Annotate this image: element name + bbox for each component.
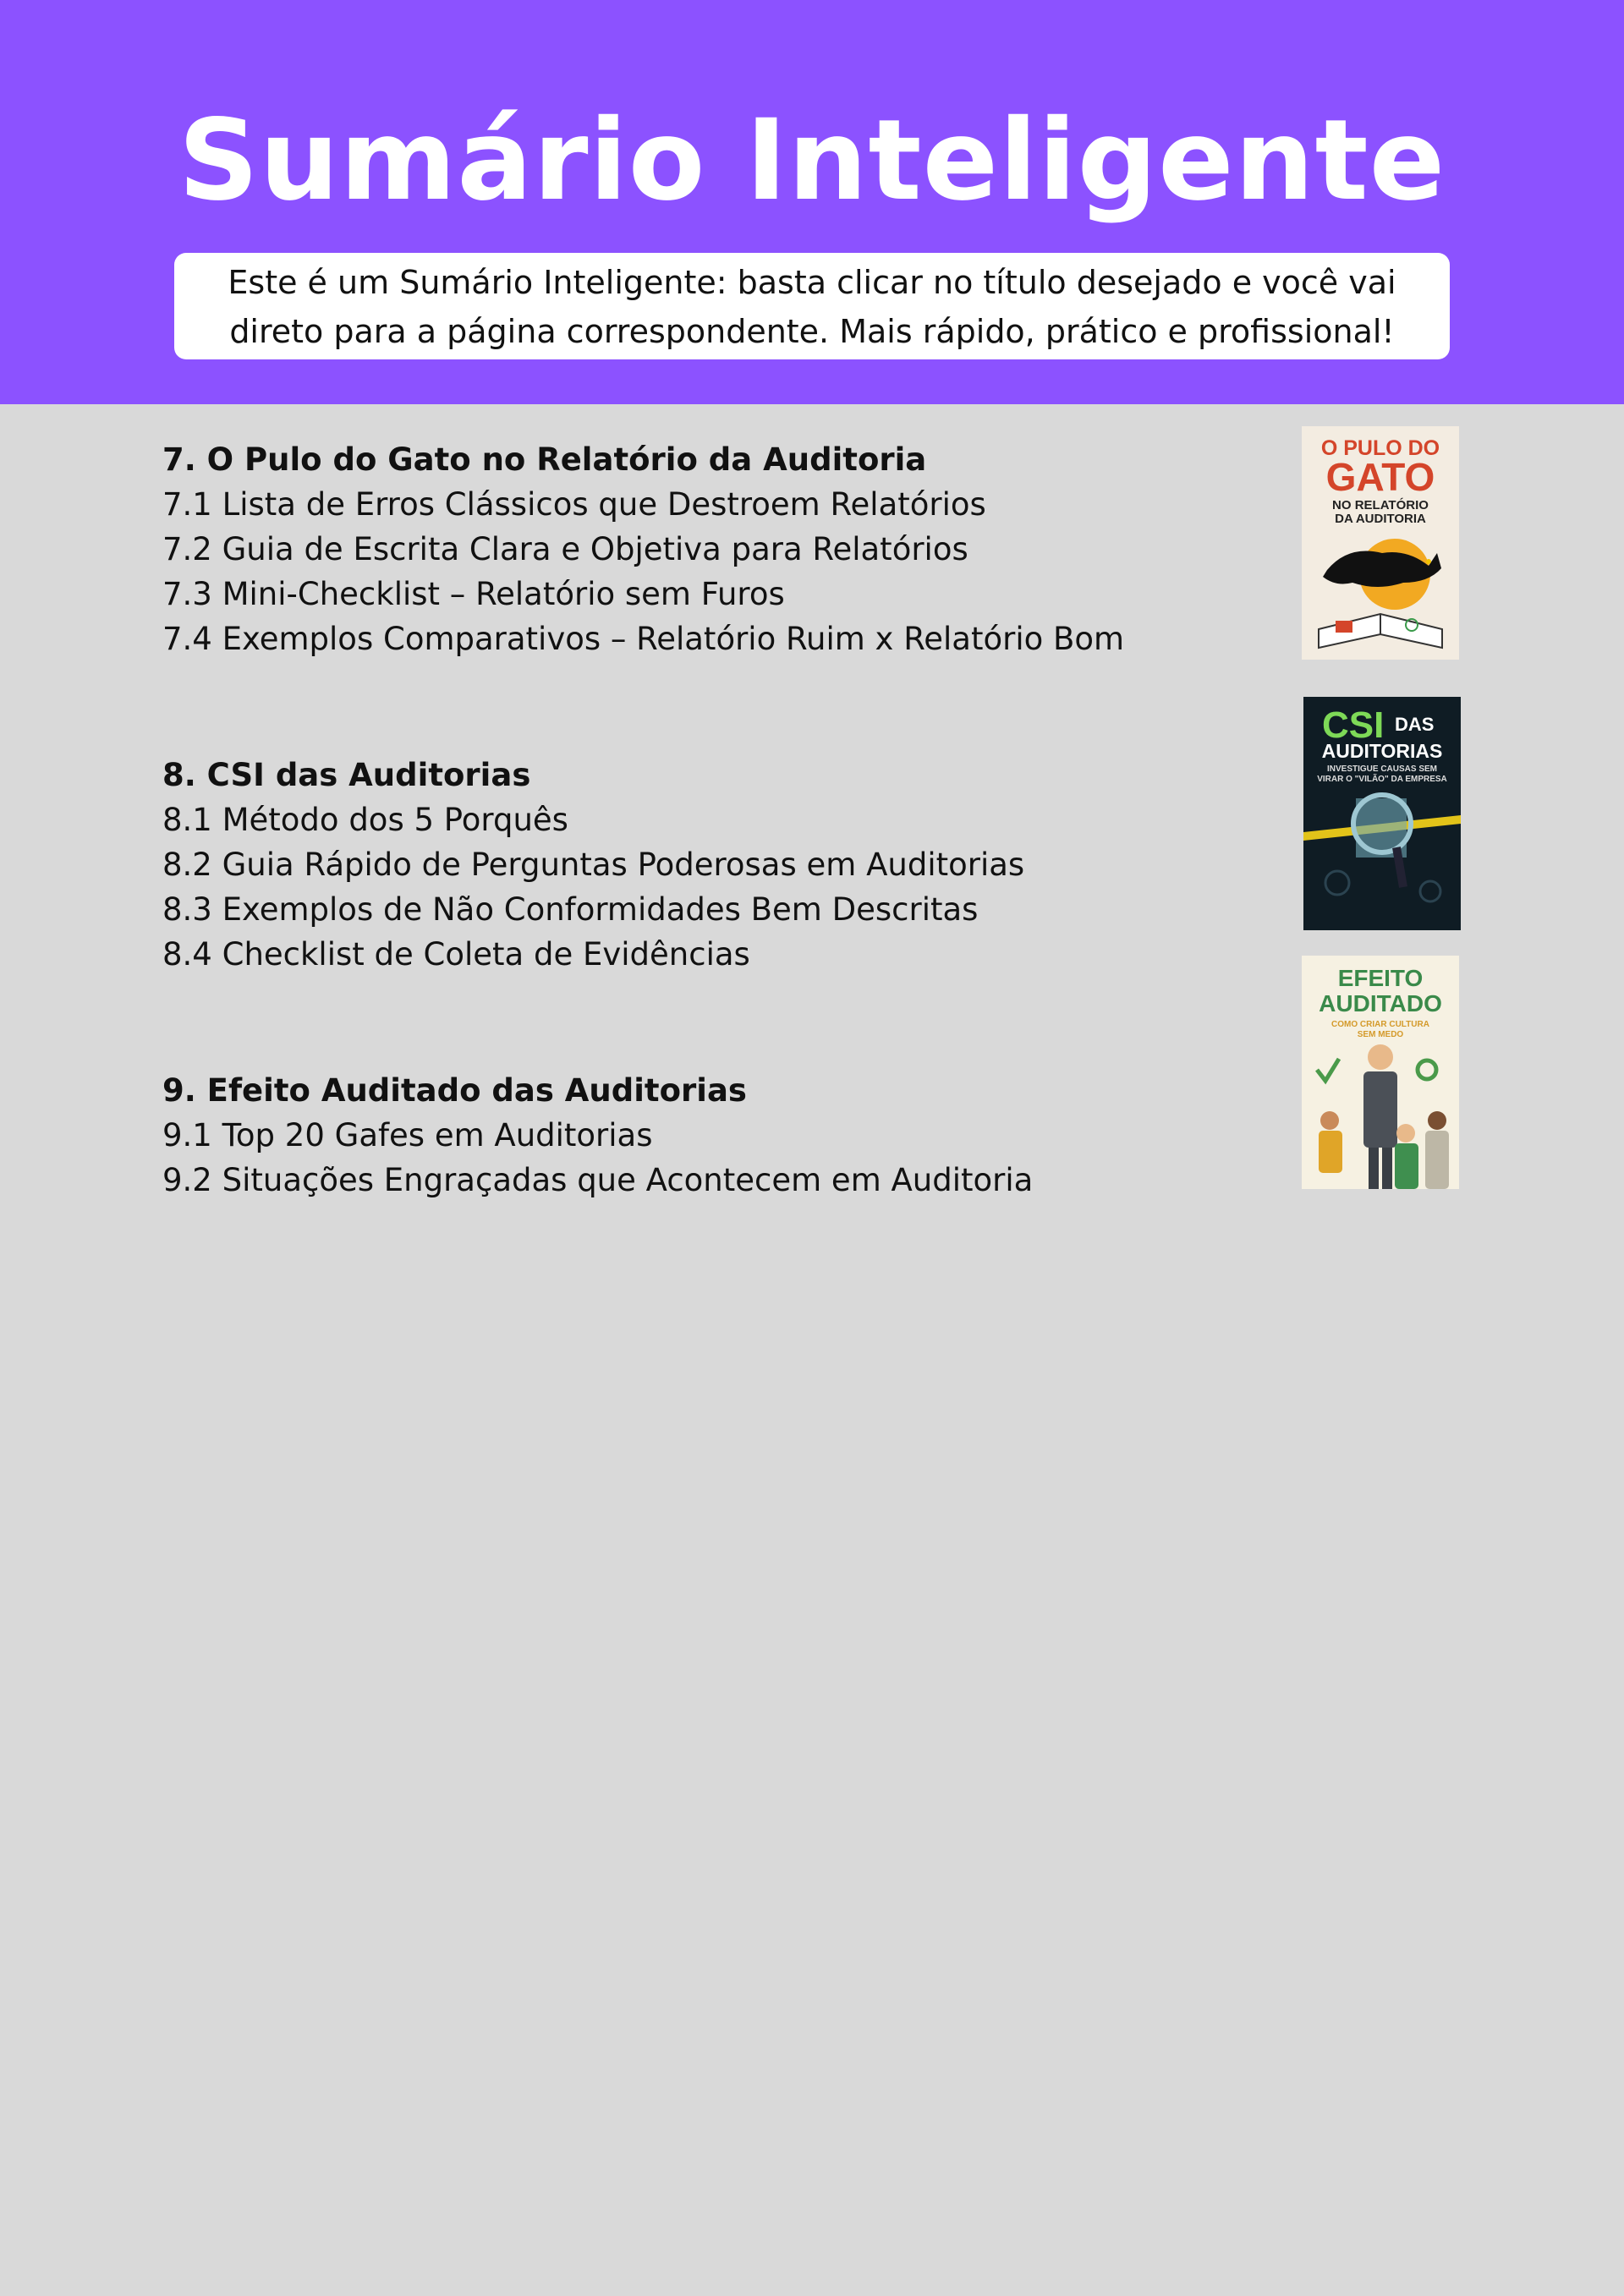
toc-item-7-4[interactable]: 7.4 Exemplos Comparativos – Relatório Ruim x Relatório Bom <box>162 621 1125 657</box>
notice-line-2: direto para a página correspondente. Mais rápido, prático e profissional! <box>229 313 1395 350</box>
cover-efeito-line2: AUDITADO <box>1319 990 1442 1016</box>
toc-section-8 <box>162 753 1024 977</box>
cover-gato-line4: DA AUDITORIA <box>1335 512 1426 526</box>
toc-item-8-3[interactable]: 8.3 Exemplos de Não Conformidades Bem Descritas <box>162 891 979 928</box>
cover-csi-line2: AUDITORIAS <box>1321 740 1443 762</box>
cover-csi-line1a: CSI <box>1322 704 1385 746</box>
toc-section-title-9[interactable]: 9. Efeito Auditado das Auditorias <box>162 1072 747 1109</box>
cover-pulo-do-gato[interactable] <box>1302 426 1459 660</box>
toc-item-7-1[interactable]: 7.1 Lista de Erros Clássicos que Destroem Relatórios <box>162 486 986 523</box>
cover-csi-line3: INVESTIGUE CAUSAS SEM <box>1326 764 1438 774</box>
cover-gato-line3: NO RELATÓRIO <box>1332 498 1429 512</box>
cover-efeito-line1: EFEITO <box>1337 965 1424 991</box>
toc-item-9-2[interactable]: 9.2 Situações Engraçadas que Acontecem em Auditoria <box>162 1162 1034 1198</box>
cover-efeito-auditado[interactable] <box>1302 956 1459 1189</box>
toc-item-8-4[interactable]: 8.4 Checklist de Coleta de Evidências <box>162 936 750 973</box>
toc-item-9-1[interactable]: 9.1 Top 20 Gafes em Auditorias <box>162 1117 653 1153</box>
toc-section-title-7[interactable]: 7. O Pulo do Gato no Relatório da Auditoria <box>162 441 927 478</box>
cover-csi-line4: VIRAR O "VILÃO" DA EMPRESA <box>1317 775 1447 784</box>
cover-efeito-line3: COMO CRIAR CULTURA <box>1331 1020 1429 1029</box>
notice-line-1: Este é um Sumário Inteligente: basta clicar no título desejado e você vai <box>228 264 1396 301</box>
toc-section-7 <box>162 437 1124 661</box>
toc-item-7-3[interactable]: 7.3 Mini-Checklist – Relatório sem Furos <box>162 576 785 612</box>
toc-item-7-2[interactable]: 7.2 Guia de Escrita Clara e Objetiva para Relatórios <box>162 531 968 567</box>
cover-gato-line2: GATO <box>1325 455 1435 499</box>
cover-efeito-line4: SEM MEDO <box>1357 1030 1404 1039</box>
cover-csi-line1b: DAS <box>1395 714 1435 735</box>
header-banner <box>0 0 1624 404</box>
cover-gato-line1: O PULO DO <box>1320 436 1440 460</box>
page-title: Sumário Inteligente <box>178 96 1446 226</box>
toc-section-title-8[interactable]: 8. CSI das Auditorias <box>162 757 531 793</box>
toc-item-8-2[interactable]: 8.2 Guia Rápido de Perguntas Poderosas em Auditorias <box>162 847 1025 883</box>
smart-summary-notice <box>174 253 1450 359</box>
toc-section-9 <box>162 1068 1033 1203</box>
toc-item-8-1[interactable]: 8.1 Método dos 5 Porquês <box>162 802 568 838</box>
cover-csi-das-auditorias[interactable] <box>1303 697 1461 930</box>
